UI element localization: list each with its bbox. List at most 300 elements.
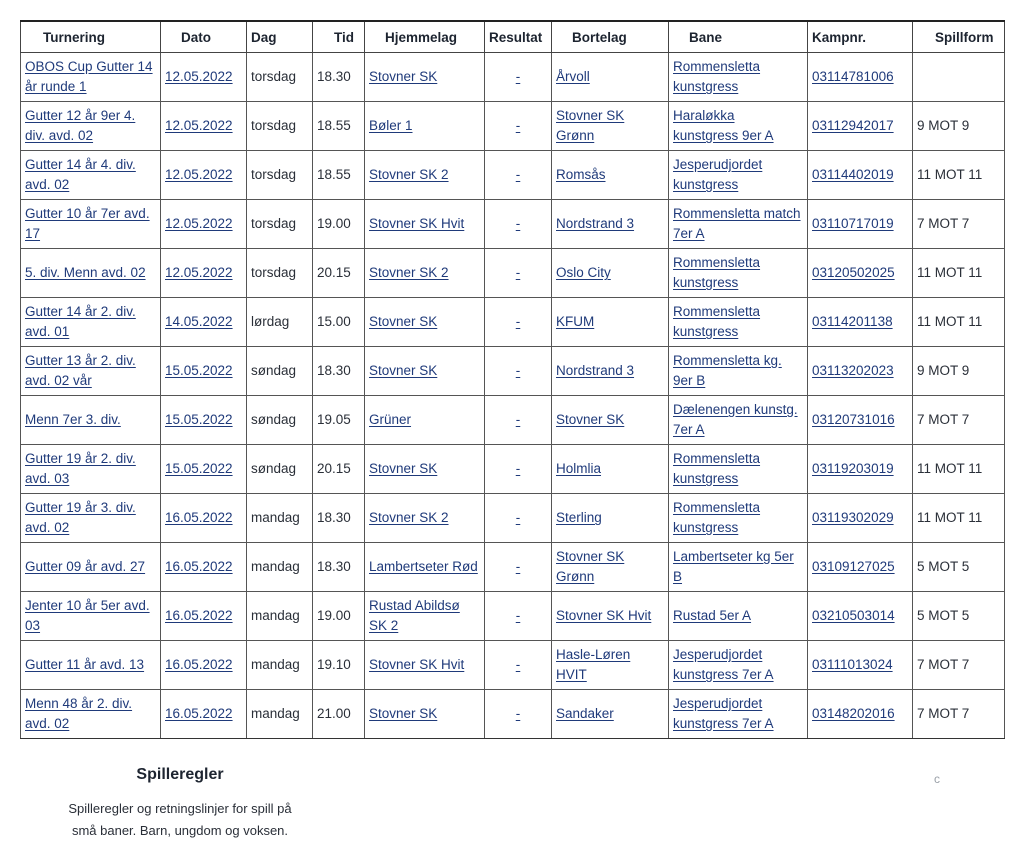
- table-cell-bane: [669, 445, 808, 494]
- table-cell-resultat: [485, 690, 552, 739]
- cell-turnering-link[interactable]: Gutter 19 år 2. div. avd. 03: [25, 451, 136, 486]
- cell-turnering-link[interactable]: OBOS Cup Gutter 14 år runde 1: [25, 59, 153, 94]
- table-cell-dag: [247, 396, 313, 445]
- table-cell-dag: [247, 347, 313, 396]
- cell-bane-link[interactable]: Rommensletta match 7er A: [673, 206, 801, 241]
- table-cell-bortelag: [552, 102, 669, 151]
- cell-hjemmelag-link[interactable]: Lambertseter Rød: [369, 559, 478, 574]
- table-cell-turnering: [21, 543, 161, 592]
- table-row: [21, 445, 1005, 494]
- table-cell-bane: [669, 592, 808, 641]
- table-cell-bane: [669, 543, 808, 592]
- cell-bortelag-link[interactable]: Nordstrand 3: [556, 216, 635, 231]
- table-cell-tid: [313, 53, 365, 102]
- cell-dato-link[interactable]: 12.05.2022: [165, 167, 233, 182]
- table-row: [21, 102, 1005, 151]
- table-cell-bane: [669, 151, 808, 200]
- cell-dato-link[interactable]: 16.05.2022: [165, 706, 233, 721]
- table-cell-dag: [247, 543, 313, 592]
- cell-resultat-link[interactable]: -: [515, 510, 521, 525]
- table-row: [21, 298, 1005, 347]
- cell-spillform: 11 MOT 11: [917, 461, 983, 476]
- cell-tid: 18.30: [317, 510, 351, 525]
- table-cell-turnering: [21, 347, 161, 396]
- table-cell-spillform: [913, 445, 1005, 494]
- table-cell-resultat: [485, 200, 552, 249]
- cell-bortelag-link[interactable]: Stovner SK Hvit: [556, 608, 652, 623]
- table-cell-dato: [161, 641, 247, 690]
- table-cell-spillform: [913, 592, 1005, 641]
- table-cell-hjemmelag: [365, 396, 485, 445]
- cell-spillform: 5 MOT 5: [917, 559, 970, 574]
- cell-turnering-link[interactable]: Gutter 12 år 9er 4. div. avd. 02: [25, 108, 136, 143]
- table-row: [21, 396, 1005, 445]
- cell-dag: mandag: [251, 706, 300, 721]
- table-cell-tid: [313, 102, 365, 151]
- table-cell-tid: [313, 543, 365, 592]
- cell-dag: søndag: [251, 461, 297, 476]
- cell-resultat-link[interactable]: -: [515, 118, 521, 133]
- cell-turnering-link[interactable]: Gutter 14 år 2. div. avd. 01: [25, 304, 136, 339]
- table-cell-spillform: [913, 249, 1005, 298]
- table-cell-turnering: [21, 690, 161, 739]
- cell-dag: mandag: [251, 559, 300, 574]
- table-cell-resultat: [485, 249, 552, 298]
- cell-dag: torsdag: [251, 216, 297, 231]
- table-cell-kampnr: [808, 396, 913, 445]
- table-cell-resultat: [485, 445, 552, 494]
- table-cell-hjemmelag: [365, 298, 485, 347]
- cell-resultat-link[interactable]: -: [515, 167, 521, 182]
- table-cell-resultat: [485, 151, 552, 200]
- cell-resultat-link[interactable]: -: [515, 608, 521, 623]
- table-cell-hjemmelag: [365, 690, 485, 739]
- header-row: [21, 21, 1005, 53]
- cell-dag: torsdag: [251, 265, 297, 280]
- cell-bane-link[interactable]: Rommensletta kunstgress: [673, 500, 761, 535]
- cell-resultat-link[interactable]: -: [515, 559, 521, 574]
- cell-bortelag-link[interactable]: Hasle-Løren HVIT: [556, 647, 631, 682]
- cell-spillform: 11 MOT 11: [917, 167, 983, 182]
- rules-title: Spilleregler: [136, 766, 224, 783]
- header-hjemmelag: Hjemmelag: [365, 21, 485, 53]
- table-cell-bortelag: [552, 445, 669, 494]
- cell-resultat-link[interactable]: -: [515, 461, 521, 476]
- cell-dato-link[interactable]: 16.05.2022: [165, 510, 233, 525]
- cell-resultat-link[interactable]: -: [515, 657, 521, 672]
- table-row: [21, 592, 1005, 641]
- table-cell-kampnr: [808, 200, 913, 249]
- cell-tid: 15.00: [317, 314, 351, 329]
- cell-turnering-link[interactable]: Gutter 09 år avd. 27: [25, 559, 146, 574]
- table-cell-hjemmelag: [365, 592, 485, 641]
- cell-hjemmelag-link[interactable]: Stovner SK: [369, 314, 438, 329]
- table-cell-bortelag: [552, 298, 669, 347]
- cell-kampnr-link[interactable]: 03119203019: [812, 461, 894, 476]
- cell-turnering-link[interactable]: Menn 7er 3. div.: [25, 412, 121, 427]
- cell-resultat-link[interactable]: -: [515, 314, 521, 329]
- table-cell-bane: [669, 494, 808, 543]
- table-cell-kampnr: [808, 298, 913, 347]
- cell-bortelag-link[interactable]: Sterling: [556, 510, 602, 525]
- table-cell-dato: [161, 151, 247, 200]
- table-cell-dag: [247, 298, 313, 347]
- cell-dag: lørdag: [251, 314, 290, 329]
- table-row: [21, 543, 1005, 592]
- table-cell-resultat: [485, 53, 552, 102]
- cell-dato-link[interactable]: 12.05.2022: [165, 265, 233, 280]
- table-cell-bortelag: [552, 641, 669, 690]
- table-cell-dato: [161, 445, 247, 494]
- cell-turnering-link[interactable]: 5. div. Menn avd. 02: [25, 265, 146, 280]
- table-cell-hjemmelag: [365, 445, 485, 494]
- cell-dag: mandag: [251, 510, 300, 525]
- cell-bortelag-link[interactable]: Romsås: [556, 167, 606, 182]
- table-row: [21, 53, 1005, 102]
- table-cell-kampnr: [808, 494, 913, 543]
- table-cell-hjemmelag: [365, 543, 485, 592]
- table-cell-kampnr: [808, 249, 913, 298]
- table-cell-bortelag: [552, 690, 669, 739]
- table-cell-tid: [313, 396, 365, 445]
- cell-bortelag-link[interactable]: Nordstrand 3: [556, 363, 635, 378]
- rules-section: [20, 766, 340, 842]
- cell-tid: 18.55: [317, 167, 351, 182]
- table-cell-dag: [247, 200, 313, 249]
- cell-hjemmelag-link[interactable]: Stovner SK Hvit: [369, 216, 465, 231]
- table-cell-spillform: [913, 690, 1005, 739]
- table-cell-bortelag: [552, 200, 669, 249]
- table-cell-tid: [313, 249, 365, 298]
- cell-dag: torsdag: [251, 167, 297, 182]
- table-cell-dato: [161, 494, 247, 543]
- table-row: [21, 200, 1005, 249]
- cell-bane-link[interactable]: Jesperudjordet kunstgress 7er A: [673, 696, 774, 731]
- cell-kampnr-link[interactable]: 03110717019: [812, 216, 894, 231]
- table-cell-dato: [161, 298, 247, 347]
- table-cell-turnering: [21, 592, 161, 641]
- table-cell-turnering: [21, 53, 161, 102]
- table-cell-bortelag: [552, 396, 669, 445]
- header-bane: Bane: [669, 21, 808, 53]
- cell-turnering-link[interactable]: Gutter 19 år 3. div. avd. 02: [25, 500, 136, 535]
- cell-dag: mandag: [251, 608, 300, 623]
- cell-tid: 19.05: [317, 412, 351, 427]
- match-table: [20, 20, 1005, 739]
- cell-dato-link[interactable]: 15.05.2022: [165, 412, 233, 427]
- cell-bane-link[interactable]: Dælenengen kunstg. 7er A: [673, 402, 798, 437]
- table-row: [21, 690, 1005, 739]
- table-cell-bane: [669, 53, 808, 102]
- cell-bane-link[interactable]: Rustad 5er A: [673, 608, 752, 623]
- cell-turnering-link[interactable]: Gutter 11 år avd. 13: [25, 657, 145, 672]
- table-cell-spillform: [913, 298, 1005, 347]
- cell-spillform: 7 MOT 7: [917, 706, 970, 721]
- table-row: [21, 347, 1005, 396]
- cell-resultat-link[interactable]: -: [515, 69, 521, 84]
- table-row: [21, 249, 1005, 298]
- table-cell-dato: [161, 53, 247, 102]
- header-dag: Dag: [247, 21, 313, 53]
- cell-hjemmelag-link[interactable]: Rustad Abildsø SK 2: [369, 598, 460, 633]
- table-cell-tid: [313, 445, 365, 494]
- table-cell-kampnr: [808, 641, 913, 690]
- cell-dato-link[interactable]: 16.05.2022: [165, 559, 233, 574]
- table-cell-spillform: [913, 543, 1005, 592]
- table-cell-bortelag: [552, 494, 669, 543]
- cell-bortelag-link[interactable]: Årvoll: [556, 69, 590, 84]
- cell-kampnr-link[interactable]: 03119302029: [812, 510, 894, 525]
- rules-text-line-2: små baner. Barn, ungdom og voksen.: [71, 823, 289, 838]
- cell-bortelag-link[interactable]: Holmlia: [556, 461, 602, 476]
- table-cell-resultat: [485, 347, 552, 396]
- table-cell-tid: [313, 347, 365, 396]
- table-cell-hjemmelag: [365, 347, 485, 396]
- cell-bortelag-link[interactable]: Stovner SK Grønn: [556, 549, 625, 584]
- cell-tid: 18.55: [317, 118, 351, 133]
- cell-tid: 19.00: [317, 608, 351, 623]
- table-cell-dag: [247, 102, 313, 151]
- cell-hjemmelag-link[interactable]: Stovner SK: [369, 461, 438, 476]
- table-cell-tid: [313, 151, 365, 200]
- table-cell-resultat: [485, 641, 552, 690]
- table-cell-dag: [247, 53, 313, 102]
- table-cell-spillform: [913, 200, 1005, 249]
- table-cell-dag: [247, 249, 313, 298]
- table-cell-turnering: [21, 641, 161, 690]
- cell-dag: torsdag: [251, 69, 297, 84]
- cell-kampnr-link[interactable]: 03148202016: [812, 706, 895, 721]
- table-cell-turnering: [21, 249, 161, 298]
- table-cell-spillform: [913, 151, 1005, 200]
- cell-spillform: 7 MOT 7: [917, 657, 970, 672]
- table-cell-hjemmelag: [365, 151, 485, 200]
- table-cell-bane: [669, 200, 808, 249]
- cell-dato-link[interactable]: 12.05.2022: [165, 69, 233, 84]
- cell-tid: 21.00: [317, 706, 351, 721]
- cell-dato-link[interactable]: 16.05.2022: [165, 608, 233, 623]
- table-cell-hjemmelag: [365, 494, 485, 543]
- table-cell-kampnr: [808, 102, 913, 151]
- table-cell-bortelag: [552, 543, 669, 592]
- table-cell-turnering: [21, 445, 161, 494]
- table-cell-spillform: [913, 53, 1005, 102]
- cell-tid: 19.00: [317, 216, 351, 231]
- table-cell-turnering: [21, 200, 161, 249]
- cell-kampnr-link[interactable]: 03120731016: [812, 412, 895, 427]
- cell-hjemmelag-link[interactable]: Bøler 1: [369, 118, 413, 133]
- table-cell-dag: [247, 690, 313, 739]
- table-cell-spillform: [913, 494, 1005, 543]
- cell-tid: 19.10: [317, 657, 351, 672]
- table-cell-bane: [669, 249, 808, 298]
- cell-hjemmelag-link[interactable]: Stovner SK: [369, 363, 438, 378]
- table-cell-tid: [313, 200, 365, 249]
- cell-kampnr-link[interactable]: 03111013024: [812, 657, 893, 672]
- cell-turnering-link[interactable]: Jenter 10 år 5er avd. 03: [25, 598, 150, 633]
- table-cell-kampnr: [808, 543, 913, 592]
- table-cell-kampnr: [808, 445, 913, 494]
- cell-turnering-link[interactable]: Gutter 14 år 4. div. avd. 02: [25, 157, 136, 192]
- cell-hjemmelag-link[interactable]: Stovner SK: [369, 69, 438, 84]
- cell-dag: søndag: [251, 412, 297, 427]
- table-cell-kampnr: [808, 690, 913, 739]
- cell-hjemmelag-link[interactable]: Grüner: [369, 412, 412, 427]
- table-cell-kampnr: [808, 53, 913, 102]
- table-cell-spillform: [913, 102, 1005, 151]
- header-kampnr: Kampnr.: [808, 21, 913, 53]
- table-cell-bortelag: [552, 592, 669, 641]
- cell-bortelag-link[interactable]: Sandaker: [556, 706, 614, 721]
- table-cell-tid: [313, 641, 365, 690]
- cell-bane-link[interactable]: Rommensletta kunstgress: [673, 59, 761, 94]
- cell-tid: 20.15: [317, 265, 351, 280]
- cell-bane-link[interactable]: Rommensletta kunstgress: [673, 255, 761, 290]
- cell-hjemmelag-link[interactable]: Stovner SK 2: [369, 167, 449, 182]
- cell-hjemmelag-link[interactable]: Stovner SK 2: [369, 510, 449, 525]
- cell-bane-link[interactable]: Jesperudjordet kunstgress 7er A: [673, 647, 774, 682]
- table-cell-resultat: [485, 298, 552, 347]
- cell-bortelag-link[interactable]: Stovner SK Grønn: [556, 108, 625, 143]
- table-cell-dag: [247, 494, 313, 543]
- cell-dato-link[interactable]: 14.05.2022: [165, 314, 233, 329]
- table-cell-bane: [669, 102, 808, 151]
- cell-kampnr-link[interactable]: 03113202023: [812, 363, 894, 378]
- header-resultat: Resultat: [485, 21, 552, 53]
- table-cell-resultat: [485, 592, 552, 641]
- cell-spillform: 7 MOT 7: [917, 216, 970, 231]
- cell-turnering-link[interactable]: Menn 48 år 2. div. avd. 02: [25, 696, 133, 731]
- table-cell-dag: [247, 592, 313, 641]
- table-cell-dato: [161, 200, 247, 249]
- cell-dato-link[interactable]: 16.05.2022: [165, 657, 233, 672]
- cell-dato-link[interactable]: 12.05.2022: [165, 216, 233, 231]
- table-cell-dato: [161, 690, 247, 739]
- table-cell-dato: [161, 102, 247, 151]
- header-spillform: Spillform: [913, 21, 1005, 53]
- cell-dag: søndag: [251, 363, 297, 378]
- cell-kampnr-link[interactable]: 03114201138: [812, 314, 893, 329]
- table-row: [21, 641, 1005, 690]
- table-cell-bane: [669, 396, 808, 445]
- table-cell-kampnr: [808, 347, 913, 396]
- cell-hjemmelag-link[interactable]: Stovner SK 2: [369, 265, 449, 280]
- cell-tid: 18.30: [317, 69, 351, 84]
- table-cell-tid: [313, 298, 365, 347]
- table-body: [21, 53, 1005, 739]
- cell-spillform: 9 MOT 9: [917, 363, 970, 378]
- table-cell-dato: [161, 249, 247, 298]
- table-cell-dato: [161, 592, 247, 641]
- cell-resultat-link[interactable]: -: [515, 412, 521, 427]
- cell-kampnr-link[interactable]: 03120502025: [812, 265, 895, 280]
- cell-hjemmelag-link[interactable]: Stovner SK: [369, 706, 438, 721]
- table-cell-kampnr: [808, 151, 913, 200]
- table-cell-dato: [161, 347, 247, 396]
- cell-tid: 18.30: [317, 363, 351, 378]
- table-cell-turnering: [21, 102, 161, 151]
- table-cell-hjemmelag: [365, 641, 485, 690]
- cell-spillform: 11 MOT 11: [917, 510, 983, 525]
- header-turnering: Turnering: [21, 21, 161, 53]
- rules-text-line-1: Spilleregler og retningslinjer for spill på: [68, 801, 292, 816]
- match-schedule: [20, 20, 1004, 739]
- cell-spillform: 5 MOT 5: [917, 608, 970, 623]
- table-cell-hjemmelag: [365, 200, 485, 249]
- table-cell-turnering: [21, 396, 161, 445]
- table-cell-bane: [669, 690, 808, 739]
- cell-dag: torsdag: [251, 118, 297, 133]
- table-cell-turnering: [21, 494, 161, 543]
- cell-bortelag-link[interactable]: Stovner SK: [556, 412, 625, 427]
- cell-kampnr-link[interactable]: 03114781006: [812, 69, 894, 84]
- cell-tid: 20.15: [317, 461, 351, 476]
- cell-dato-link[interactable]: 12.05.2022: [165, 118, 233, 133]
- cell-kampnr-link[interactable]: 03210503014: [812, 608, 895, 623]
- cell-spillform: 11 MOT 11: [917, 265, 983, 280]
- cell-dag: mandag: [251, 657, 300, 672]
- cell-bane-link[interactable]: Jesperudjordet kunstgress: [673, 157, 763, 192]
- table-cell-dag: [247, 445, 313, 494]
- table-cell-tid: [313, 592, 365, 641]
- table-cell-bane: [669, 641, 808, 690]
- table-cell-tid: [313, 494, 365, 543]
- table-cell-dato: [161, 396, 247, 445]
- table-cell-bortelag: [552, 347, 669, 396]
- table-cell-kampnr: [808, 592, 913, 641]
- table-cell-dag: [247, 151, 313, 200]
- cell-dato-link[interactable]: 15.05.2022: [165, 363, 233, 378]
- cell-hjemmelag-link[interactable]: Stovner SK Hvit: [369, 657, 465, 672]
- cell-resultat-link[interactable]: -: [515, 216, 521, 231]
- table-cell-dag: [247, 641, 313, 690]
- cell-bane-link[interactable]: Rommensletta kunstgress: [673, 304, 761, 339]
- table-cell-bane: [669, 347, 808, 396]
- table-cell-spillform: [913, 396, 1005, 445]
- cell-bane-link[interactable]: Rommensletta kunstgress: [673, 451, 761, 486]
- cell-bane-link[interactable]: Haraløkka kunstgress 9er A: [673, 108, 774, 143]
- table-cell-hjemmelag: [365, 53, 485, 102]
- table-cell-resultat: [485, 543, 552, 592]
- table-cell-bortelag: [552, 249, 669, 298]
- table-cell-bane: [669, 298, 808, 347]
- table-cell-tid: [313, 690, 365, 739]
- cell-resultat-link[interactable]: -: [515, 706, 521, 721]
- cell-turnering-link[interactable]: Gutter 13 år 2. div. avd. 02 vår: [25, 353, 136, 388]
- cell-dato-link[interactable]: 15.05.2022: [165, 461, 233, 476]
- cell-resultat-link[interactable]: -: [515, 363, 521, 378]
- cell-tid: 18.30: [317, 559, 351, 574]
- table-cell-dato: [161, 543, 247, 592]
- cell-kampnr-link[interactable]: 03114402019: [812, 167, 894, 182]
- cell-bortelag-link[interactable]: Oslo City: [556, 265, 611, 280]
- cell-turnering-link[interactable]: Gutter 10 år 7er avd. 17: [25, 206, 150, 241]
- table-cell-spillform: [913, 641, 1005, 690]
- cell-kampnr-link[interactable]: 03109127025: [812, 559, 895, 574]
- cell-spillform: 11 MOT 11: [917, 314, 983, 329]
- cell-resultat-link[interactable]: -: [515, 265, 521, 280]
- cell-kampnr-link[interactable]: 03112942017: [812, 118, 894, 133]
- cell-bane-link[interactable]: Rommensletta kg. 9er B: [673, 353, 782, 388]
- cell-bortelag-link[interactable]: KFUM: [556, 314, 595, 329]
- header-bortelag: Bortelag: [552, 21, 669, 53]
- table-cell-hjemmelag: [365, 249, 485, 298]
- table-row: [21, 151, 1005, 200]
- cell-bane-link[interactable]: Lambertseter kg 5er B: [673, 549, 794, 584]
- cell-spillform: 7 MOT 7: [917, 412, 970, 427]
- cell-spillform: 9 MOT 9: [917, 118, 970, 133]
- table-cell-hjemmelag: [365, 102, 485, 151]
